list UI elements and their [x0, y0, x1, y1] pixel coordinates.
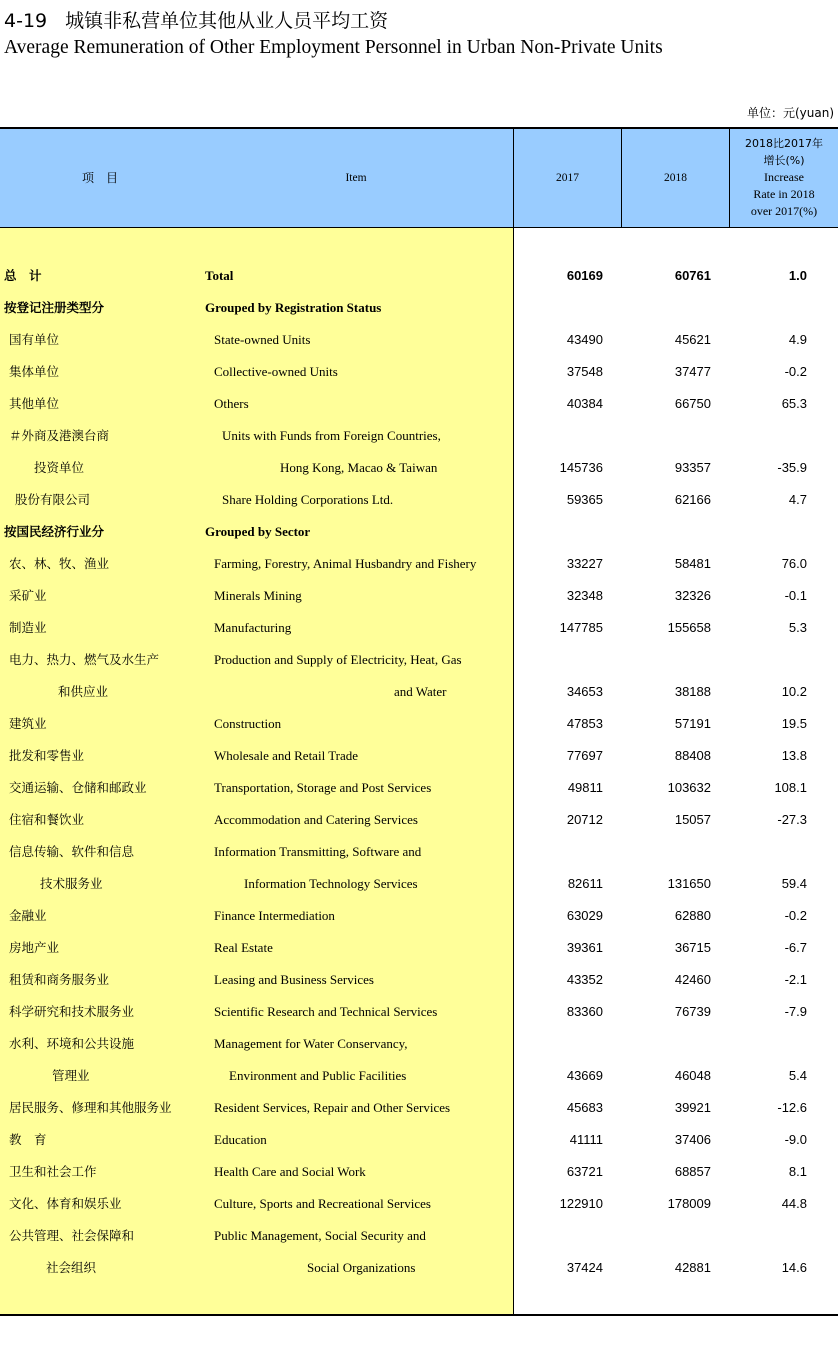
- cell-2017: [514, 1220, 603, 1252]
- header-2017: 2017: [556, 171, 579, 184]
- cell-2018: 57191: [674, 716, 711, 731]
- row-label-cn: 建筑业: [9, 716, 47, 731]
- cell-2018: 36715: [674, 940, 711, 955]
- cell-growth: [730, 836, 807, 868]
- row-label-en: Education: [214, 1132, 267, 1147]
- cell-growth: 76.0: [781, 556, 807, 571]
- cell-2018: 45621: [674, 332, 711, 347]
- cell-2017: [514, 516, 603, 548]
- row-label-en: State-owned Units: [214, 332, 311, 347]
- row-label-cn: 制造业: [9, 620, 47, 635]
- table-row: [0, 868, 838, 900]
- cell-2018: 37477: [674, 364, 711, 379]
- row-label-en: Collective-owned Units: [214, 364, 338, 379]
- cell-2017: 41111: [569, 1132, 603, 1147]
- cell-2018: 32326: [674, 588, 711, 603]
- row-label-cn: 金融业: [9, 908, 47, 923]
- cell-2017: 43669: [566, 1068, 603, 1083]
- table-row: [0, 1060, 838, 1092]
- row-label-cn: 农、林、牧、渔业: [9, 556, 110, 571]
- row-label-en: Real Estate: [214, 940, 273, 955]
- row-label-cn: 技术服务业: [40, 876, 103, 891]
- row-label-en: Finance Intermediation: [214, 908, 335, 923]
- cell-growth: 5.4: [788, 1068, 807, 1083]
- cell-2018: 88408: [674, 748, 711, 763]
- cell-growth: [730, 420, 807, 452]
- row-label-en: and Water: [394, 684, 447, 699]
- row-label-en: Wholesale and Retail Trade: [214, 748, 359, 763]
- header-growth: [730, 127, 838, 228]
- cell-2017: 37548: [566, 364, 603, 379]
- row-label-en: Minerals Mining: [214, 588, 302, 603]
- table-row: [0, 324, 838, 356]
- row-label-en: Accommodation and Catering Services: [214, 812, 418, 827]
- unit-label: 单位：元(yuan): [746, 106, 834, 120]
- table-row: [0, 452, 838, 484]
- cell-2017: 32348: [566, 588, 603, 603]
- cell-2018: 76739: [674, 1004, 711, 1019]
- cell-growth: -0.2: [784, 908, 807, 923]
- header-growth-en-2: Rate in 2018: [753, 187, 815, 201]
- cell-growth: -0.2: [784, 364, 807, 379]
- cell-growth: -7.9: [784, 1004, 807, 1019]
- cell-2018: 68857: [674, 1164, 711, 1179]
- cell-2018: 42881: [674, 1260, 711, 1275]
- table-row: [0, 548, 838, 580]
- row-label-en: Transportation, Storage and Post Services: [214, 780, 432, 795]
- row-label-cn: 租赁和商务服务业: [9, 972, 110, 987]
- cell-2017: 63029: [566, 908, 603, 923]
- column-divider: [621, 127, 622, 228]
- row-label-cn: 其他单位: [9, 396, 60, 411]
- cell-2017: 63721: [566, 1164, 603, 1179]
- table-bottom-rule: [0, 1314, 838, 1316]
- row-label-cn: ＃外商及港澳台商: [9, 428, 110, 443]
- row-label-en: Environment and Public Facilities: [229, 1068, 407, 1083]
- cell-2018: 178009: [667, 1196, 711, 1211]
- row-label-cn: 社会组织: [46, 1260, 97, 1275]
- cell-growth: 4.7: [788, 492, 807, 507]
- cell-2018: 42460: [674, 972, 711, 987]
- cell-2018: 38188: [674, 684, 711, 699]
- row-label-cn: 集体单位: [9, 364, 60, 379]
- row-label-cn: 按国民经济行业分: [4, 524, 105, 539]
- cell-2018: [622, 516, 711, 548]
- cell-growth: 13.8: [781, 748, 807, 763]
- header-2018: 2018: [664, 171, 687, 184]
- cell-growth: 44.8: [781, 1196, 807, 1211]
- row-label-en: Construction: [214, 716, 282, 731]
- row-label-cn: 水利、环境和公共设施: [9, 1036, 135, 1051]
- title-cn-text: 城镇非私营单位其他从业人员平均工资: [65, 10, 389, 32]
- row-label-en: Health Care and Social Work: [214, 1164, 366, 1179]
- cell-growth: -35.9: [777, 460, 807, 475]
- cell-2018: [622, 292, 711, 324]
- row-label-cn: 按登记注册类型分: [4, 300, 105, 315]
- header-item-en: Item: [345, 171, 367, 184]
- table-row: [0, 484, 838, 516]
- header-growth-en-3: over 2017(%): [750, 204, 818, 218]
- cell-2018: [622, 1028, 711, 1060]
- cell-2018: 62166: [674, 492, 711, 507]
- cell-2018: 15057: [674, 812, 711, 827]
- table-row: [0, 260, 838, 292]
- table-row: [0, 1156, 838, 1188]
- row-label-en: Production and Supply of Electricity, Heat, Gas: [214, 652, 462, 667]
- row-label-cn: 教 育: [9, 1132, 47, 1147]
- row-label-cn: 电力、热力、燃气及水生产: [9, 652, 160, 667]
- row-label-cn: 管理业: [52, 1068, 90, 1083]
- row-label-en: Hong Kong, Macao & Taiwan: [280, 460, 438, 475]
- cell-2018: 131650: [667, 876, 711, 891]
- row-label-en: Total: [205, 268, 234, 283]
- table-row: [0, 932, 838, 964]
- cell-2017: [514, 1028, 603, 1060]
- row-label-en: Grouped by Registration Status: [205, 300, 382, 315]
- cell-2018: [622, 644, 711, 676]
- row-label-en: Public Management, Social Security and: [214, 1228, 426, 1243]
- cell-2018: [622, 420, 711, 452]
- row-label-cn: 批发和零售业: [9, 748, 85, 763]
- cell-2018: 58481: [674, 556, 711, 571]
- table-title-en: Average Remuneration of Other Employment Personnel in Urban Non-Private Units: [4, 37, 663, 58]
- table-row: [0, 420, 838, 452]
- cell-2017: 33227: [566, 556, 603, 571]
- cell-growth: 108.1: [774, 780, 807, 795]
- cell-2017: 82611: [567, 876, 603, 891]
- cell-2018: 155658: [667, 620, 711, 635]
- cell-2018: [622, 836, 711, 868]
- table-row: [0, 836, 838, 868]
- cell-growth: 8.1: [788, 1164, 807, 1179]
- cell-2018: [622, 1220, 711, 1252]
- row-label-en: Management for Water Conservancy,: [214, 1036, 408, 1051]
- table-row: [0, 1028, 838, 1060]
- header-growth-cn-2: 增长(%): [763, 154, 805, 167]
- row-label-en: Information Transmitting, Software and: [214, 844, 422, 859]
- row-label-cn: 总 计: [4, 268, 42, 283]
- row-label-en: Farming, Forestry, Animal Husbandry and Fishery: [214, 556, 477, 571]
- cell-growth: 65.3: [781, 396, 807, 411]
- table-row: [0, 612, 838, 644]
- table-row: [0, 1252, 838, 1284]
- header-growth-cn-1: 2018比2017年: [745, 137, 823, 150]
- row-label-cn: 国有单位: [9, 332, 60, 347]
- row-label-en: Leasing and Business Services: [214, 972, 374, 987]
- row-label-cn: 住宿和餐饮业: [9, 812, 85, 827]
- header-item-cn: 项 目: [81, 171, 118, 185]
- table-row: [0, 708, 838, 740]
- cell-2017: 122910: [559, 1196, 603, 1211]
- row-label-cn: 公共管理、社会保障和: [9, 1228, 135, 1243]
- table-row: [0, 676, 838, 708]
- table-row: [0, 772, 838, 804]
- row-label-en: Others: [214, 396, 249, 411]
- row-label-en: Scientific Research and Technical Services: [214, 1004, 438, 1019]
- cell-2017: [514, 292, 603, 324]
- cell-2017: 60169: [566, 268, 603, 283]
- table-row: [0, 1092, 838, 1124]
- table-row: [0, 900, 838, 932]
- row-label-en: Information Technology Services: [244, 876, 418, 891]
- table-row: [0, 516, 838, 548]
- row-label-cn: 股份有限公司: [15, 492, 91, 507]
- cell-growth: -2.1: [784, 972, 807, 987]
- cell-2018: 39921: [674, 1100, 711, 1115]
- cell-growth: 5.3: [788, 620, 807, 635]
- cell-growth: -9.0: [784, 1132, 807, 1147]
- cell-2017: 59365: [566, 492, 603, 507]
- cell-growth: 1.0: [788, 268, 807, 283]
- row-label-cn: 和供应业: [58, 684, 109, 699]
- row-label-cn: 居民服务、修理和其他服务业: [9, 1100, 172, 1115]
- cell-growth: -0.1: [784, 588, 807, 603]
- cell-2017: 43490: [566, 332, 603, 347]
- table-row: [0, 1124, 838, 1156]
- cell-2018: 66750: [674, 396, 711, 411]
- row-label-en: Grouped by Sector: [205, 524, 311, 539]
- cell-2018: 93357: [674, 460, 711, 475]
- row-label-cn: 卫生和社会工作: [9, 1164, 97, 1179]
- cell-growth: 14.6: [781, 1260, 807, 1275]
- data-table: [0, 127, 838, 1316]
- table-row: [0, 644, 838, 676]
- row-label-cn: 采矿业: [9, 588, 47, 603]
- cell-2018: 60761: [674, 268, 711, 283]
- table-number: 4-19: [4, 10, 48, 32]
- cell-2017: 83360: [566, 1004, 603, 1019]
- cell-2018: 37406: [674, 1132, 711, 1147]
- table-row: [0, 292, 838, 324]
- row-label-cn: 投资单位: [34, 460, 85, 475]
- cell-2017: 145736: [559, 460, 603, 475]
- cell-2017: [514, 836, 603, 868]
- row-label-en: Resident Services, Repair and Other Services: [214, 1100, 451, 1115]
- cell-2017: 39361: [566, 940, 603, 955]
- cell-growth: 4.9: [788, 332, 807, 347]
- cell-2017: [514, 644, 603, 676]
- table-row: [0, 996, 838, 1028]
- cell-2017: 37424: [566, 1260, 603, 1275]
- cell-growth: [730, 1028, 807, 1060]
- table-row: [0, 356, 838, 388]
- cell-growth: [730, 292, 807, 324]
- cell-growth: [730, 644, 807, 676]
- cell-2017: 20712: [566, 812, 603, 827]
- column-divider: [729, 127, 730, 228]
- cell-growth: [730, 1220, 807, 1252]
- row-label-cn: 房地产业: [9, 940, 60, 955]
- cell-2017: 40384: [566, 396, 603, 411]
- table-row: [0, 580, 838, 612]
- cell-2018: 46048: [674, 1068, 711, 1083]
- row-label-cn: 交通运输、仓储和邮政业: [9, 780, 147, 795]
- cell-2017: [514, 420, 603, 452]
- cell-2018: 103632: [667, 780, 711, 795]
- cell-growth: -6.7: [784, 940, 807, 955]
- table-row: [0, 740, 838, 772]
- row-label-en: Social Organizations: [307, 1260, 416, 1275]
- table-row: [0, 804, 838, 836]
- table-title-cn: [4, 6, 388, 33]
- table-row: [0, 388, 838, 420]
- cell-2017: 43352: [566, 972, 603, 987]
- cell-growth: 59.4: [781, 876, 807, 891]
- row-label-cn: 文化、体育和娱乐业: [9, 1196, 122, 1211]
- cell-growth: 19.5: [781, 716, 807, 731]
- cell-2017: 47853: [566, 716, 603, 731]
- cell-2017: 45683: [566, 1100, 603, 1115]
- header-growth-en-1: Increase: [764, 170, 804, 184]
- cell-2017: 34653: [566, 684, 603, 699]
- row-label-cn: 信息传输、软件和信息: [9, 844, 135, 859]
- cell-growth: 10.2: [781, 684, 807, 699]
- cell-growth: [730, 516, 807, 548]
- row-label-cn: 科学研究和技术服务业: [9, 1004, 135, 1019]
- cell-2017: 49811: [567, 780, 603, 795]
- cell-2018: 62880: [674, 908, 711, 923]
- row-label-en: Units with Funds from Foreign Countries,: [222, 428, 441, 443]
- row-label-en: Culture, Sports and Recreational Services: [214, 1196, 431, 1211]
- cell-growth: -27.3: [777, 812, 807, 827]
- row-label-en: Share Holding Corporations Ltd.: [222, 492, 394, 507]
- table-row: [0, 1220, 838, 1252]
- table-row: [0, 1188, 838, 1220]
- table-row: [0, 964, 838, 996]
- cell-2017: 147785: [559, 620, 603, 635]
- cell-2017: 77697: [566, 748, 603, 763]
- cell-growth: -12.6: [777, 1100, 807, 1115]
- row-label-en: Manufacturing: [214, 620, 292, 635]
